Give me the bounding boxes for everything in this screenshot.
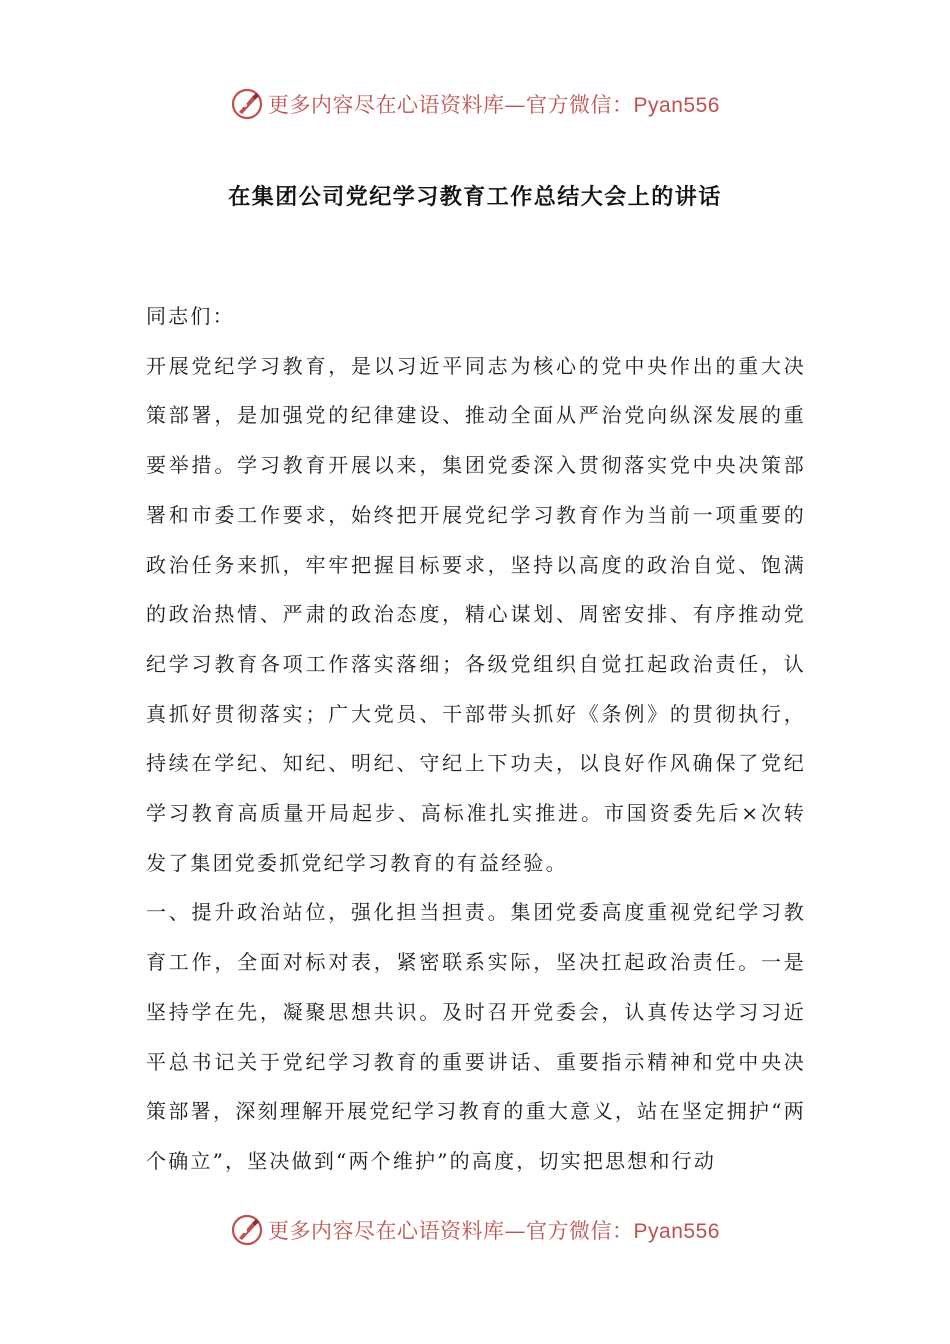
watermark-wechat-handle: Pyan556 bbox=[633, 94, 720, 117]
pen-logo-icon bbox=[230, 87, 264, 121]
footer-watermark-banner bbox=[0, 1210, 950, 1250]
watermark-message: 更多内容尽在心语资料库—官方微信： bbox=[268, 93, 634, 117]
greeting: 同志们： bbox=[146, 304, 235, 328]
pen-logo-icon bbox=[230, 1213, 264, 1247]
watermark-wechat-handle: Pyan556 bbox=[633, 1220, 720, 1243]
document-body bbox=[146, 292, 806, 1187]
body-paragraph: 一、提升政治站位，强化担当担责。集团党委高度重视党纪学习教育工作，全面对标对表，紧密联系实际，坚决扛起政治责任。一是坚持学在先，凝聚思想共识。及时召开党委会，认真传达学习习近平总书记关于党纪学习教育的重要讲话、重要指示精神和党中央决策部署，深刻理解开展党纪学习教育的重大意义，站在坚定拥护“两个确立”，坚决做到“两个维护”的高度，切实把思想和行动 bbox=[146, 900, 806, 1173]
body-paragraph: 开展党纪学习教育，是以习近平同志为核心的党中央作出的重大决策部署，是加强党的纪律建设、推动全面从严治党向纵深发展的重要举措。学习教育开展以来，集团党委深入贯彻落实党中央决策部署和市委工作要求，始终把开展党纪学习教育作为当前一项重要的政治任务来抓，牢牢把握目标要求，坚持以高度的政治自觉、饱满的政治热情、严肃的政治态度，精心谋划、周密安排、有序推动党纪学习教育各项工作落实落细；各级党组织自觉扛起政治责任，认真抓好贯彻落实；广大党员、干部带头抓好《条例》的贯彻执行，持续在学纪、知纪、明纪、守纪上下功夫，以良好作风确保了党纪学习教育高质量开局起步、高标准扎实推进。市国资委先后×次转发了集团党委抓党纪学习教育的有益经验。 bbox=[146, 353, 806, 875]
watermark-text bbox=[268, 89, 720, 119]
header-watermark-banner bbox=[0, 84, 950, 124]
watermark-text bbox=[268, 1215, 720, 1245]
watermark-message: 更多内容尽在心语资料库—官方微信： bbox=[268, 1219, 634, 1243]
document-title: 在集团公司党纪学习教育工作总结大会上的讲话 bbox=[228, 185, 722, 210]
